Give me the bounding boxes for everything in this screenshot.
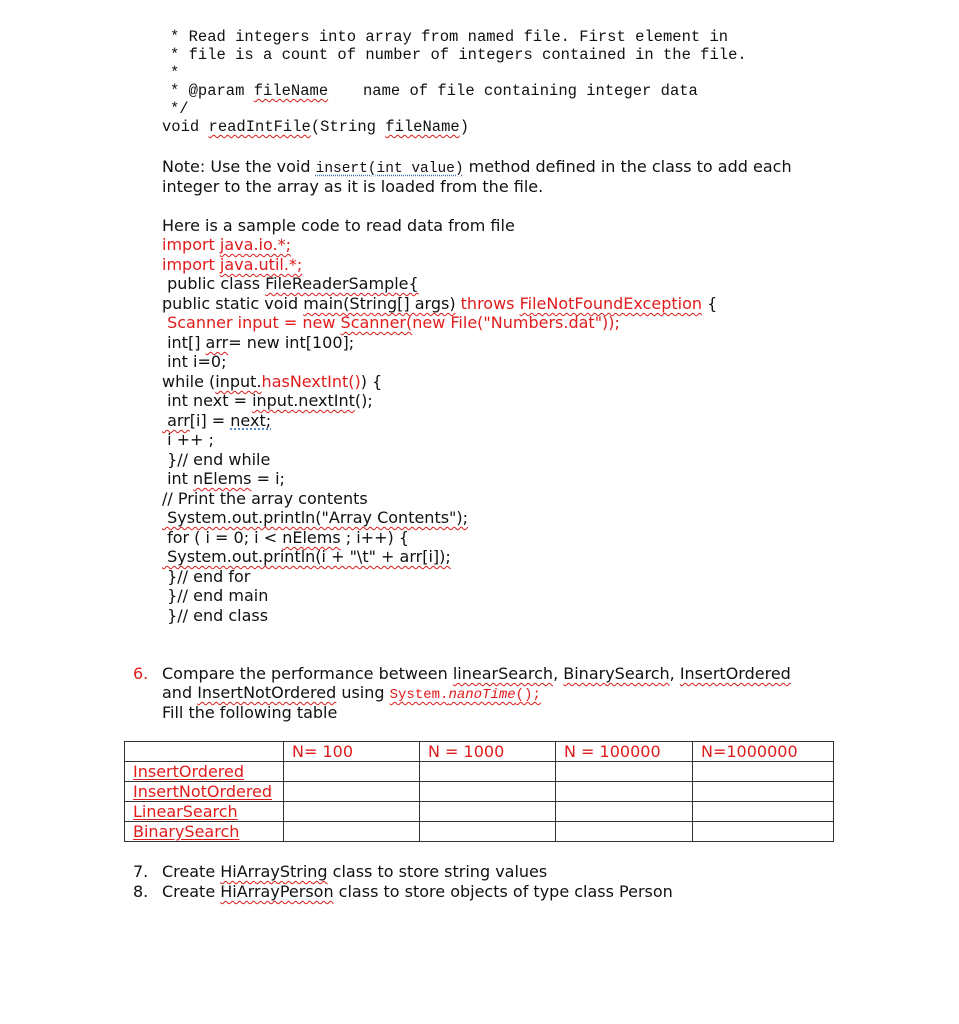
for-nelems: nElems (282, 528, 341, 547)
method-signature (162, 118, 469, 136)
table-header-row (125, 742, 834, 762)
class-name: FileReaderSample{ (265, 274, 419, 293)
brace: { (702, 294, 718, 313)
next-parens: (); (354, 391, 373, 410)
q6-parens: (); (515, 687, 541, 703)
table-cell[interactable] (420, 802, 556, 822)
code-import-util (162, 255, 302, 275)
sig-name: readIntFile (208, 118, 311, 136)
code-increment: i ++ ; (162, 430, 214, 449)
q6-system: System. (389, 687, 449, 703)
table-header-cell: N= 100 (284, 742, 420, 762)
pkg-java-util: java.util.*; (219, 255, 303, 274)
q8-text (162, 882, 673, 902)
comment-param-line (170, 82, 698, 100)
code-class-decl (162, 274, 419, 294)
table-row (125, 762, 834, 782)
row-label: InsertNotOrdered (125, 782, 284, 802)
table-cell[interactable] (556, 822, 693, 842)
table-cell[interactable] (284, 762, 420, 782)
scanner-decl: Scanner input = new (162, 313, 341, 332)
code-end-main: }// end main (162, 586, 269, 605)
table-cell[interactable] (693, 802, 834, 822)
code-end-for: }// end for (162, 567, 251, 586)
table-cell[interactable] (420, 822, 556, 842)
arr-name: arr (205, 333, 229, 352)
code-assign (162, 411, 271, 431)
table-cell[interactable] (556, 802, 693, 822)
nelems-type: int (162, 469, 194, 488)
table-cell[interactable] (284, 822, 420, 842)
q6-number: 6. (133, 664, 149, 683)
code-import-io (162, 235, 291, 255)
sig-args-close: ) (459, 118, 469, 136)
q6-text: Compare the performance between (162, 664, 453, 683)
pkg-java-io: java.io.*; (219, 235, 291, 254)
assign-arr: arr (162, 411, 190, 430)
row-label: InsertOrdered (125, 762, 284, 782)
for-head: for ( i = 0; i < (162, 528, 283, 547)
code-println-item: System.out.println(i + "\t" + arr[i]); (162, 547, 451, 566)
while-close: ) { (360, 372, 383, 391)
kw-import: import (162, 235, 220, 254)
code-i-decl: int i=0; (162, 352, 227, 371)
next-call: input.nextInt (252, 391, 355, 410)
while-kw: while ( (162, 372, 216, 391)
assign-value: next; (230, 411, 272, 430)
while-method: hasNextInt() (261, 372, 361, 391)
code-nelems (162, 469, 285, 489)
comment-line-3: * (170, 64, 180, 82)
q7-class-name: HiArrayString (220, 862, 328, 881)
q6-using: using (336, 683, 390, 702)
table-header-cell: N = 100000 (556, 742, 693, 762)
sig-args-open: (String (310, 118, 386, 136)
code-print-comment: // Print the array contents (162, 489, 368, 508)
q6-and: and (162, 683, 198, 702)
table-cell[interactable] (693, 762, 834, 782)
q7-text (162, 862, 547, 882)
while-input: input. (215, 372, 262, 391)
main-sig: main(String[] args) (303, 294, 456, 313)
performance-table (124, 741, 834, 842)
code-next (162, 391, 373, 411)
q6-line-3: Fill the following table (162, 703, 338, 722)
table-cell[interactable] (693, 782, 834, 802)
q6-insert-not-ordered: InsertNotOrdered (197, 683, 337, 702)
table-cell[interactable] (693, 822, 834, 842)
sig-arg: fileName (385, 118, 460, 136)
nelems-name: nElems (193, 469, 252, 488)
q6-sep: , (553, 664, 564, 683)
q7-create: Create (162, 862, 221, 881)
q8-class-name: HiArrayPerson (220, 882, 334, 901)
q7-number: 7. (133, 862, 149, 881)
kw-throws: throws (455, 294, 520, 313)
note-line-2: integer to the array as it is loaded from the file. (162, 177, 544, 196)
q8-number: 8. (133, 882, 149, 901)
comment-line-1: * Read integers into array from named file. First element in (170, 28, 729, 46)
note-suffix: method defined in the class to add each (463, 157, 792, 176)
next-decl: int next = (162, 391, 253, 410)
code-end-class: }// end class (162, 606, 269, 625)
param-prefix: * @param (170, 82, 254, 100)
main-mods: public static void (162, 294, 304, 313)
table-cell[interactable] (284, 802, 420, 822)
table-header-cell: N = 1000 (420, 742, 556, 762)
exception-name: FileNotFoundException (519, 294, 702, 313)
scanner-ctor: Scanner( (340, 313, 413, 332)
row-label: BinarySearch (125, 822, 284, 842)
note-prefix: Note: Use the void (162, 157, 316, 176)
q6-insert-ordered: InsertOrdered (679, 664, 791, 683)
sample-intro: Here is a sample code to read data from file (162, 216, 515, 235)
param-desc: name of file containing integer data (363, 82, 698, 100)
note-line-1 (162, 157, 792, 178)
kw-import: import (162, 255, 220, 274)
table-header-cell (125, 742, 284, 762)
code-end-while: }// end while (162, 450, 271, 469)
file-ctor: new File("Numbers.dat")); (412, 313, 620, 332)
code-println-header: System.out.println("Array Contents"); (162, 508, 469, 527)
class-kw: public class (162, 274, 266, 293)
q8-create: Create (162, 882, 221, 901)
table-row (125, 822, 834, 842)
table-cell[interactable] (556, 782, 693, 802)
table-cell[interactable] (556, 762, 693, 782)
table-cell[interactable] (420, 782, 556, 802)
comment-line-5: */ (170, 100, 189, 118)
q8-rest: class to store objects of type class Person (333, 882, 673, 901)
code-main-decl (162, 294, 717, 314)
note-code: insert(int value) (315, 161, 464, 177)
q6-binary-search: BinarySearch (563, 664, 670, 683)
q7-rest: class to store string values (327, 862, 548, 881)
comment-line-2: * file is a count of number of integers contained in the file. (170, 46, 747, 64)
q6-line-2 (162, 683, 541, 704)
table-cell[interactable] (284, 782, 420, 802)
q6-linear-search: linearSearch (452, 664, 554, 683)
sig-void: void (162, 118, 209, 136)
arr-init: = new int[100]; (228, 333, 355, 352)
assign-index: [i] = (189, 411, 231, 430)
q6-line-1 (162, 664, 791, 684)
for-tail: ; i++) { (340, 528, 409, 547)
table-row (125, 782, 834, 802)
q6-nanotime: nanoTime (448, 687, 516, 703)
code-scanner (162, 313, 620, 333)
code-while (162, 372, 382, 392)
code-for (162, 528, 409, 548)
table-row (125, 802, 834, 822)
table-header-cell: N=1000000 (693, 742, 834, 762)
row-label: LinearSearch (125, 802, 284, 822)
nelems-value: = i; (251, 469, 285, 488)
table-cell[interactable] (420, 762, 556, 782)
arr-type: int[] (162, 333, 206, 352)
q6-sep: , (669, 664, 680, 683)
code-arr-decl (162, 333, 354, 353)
param-name: fileName (253, 82, 329, 100)
